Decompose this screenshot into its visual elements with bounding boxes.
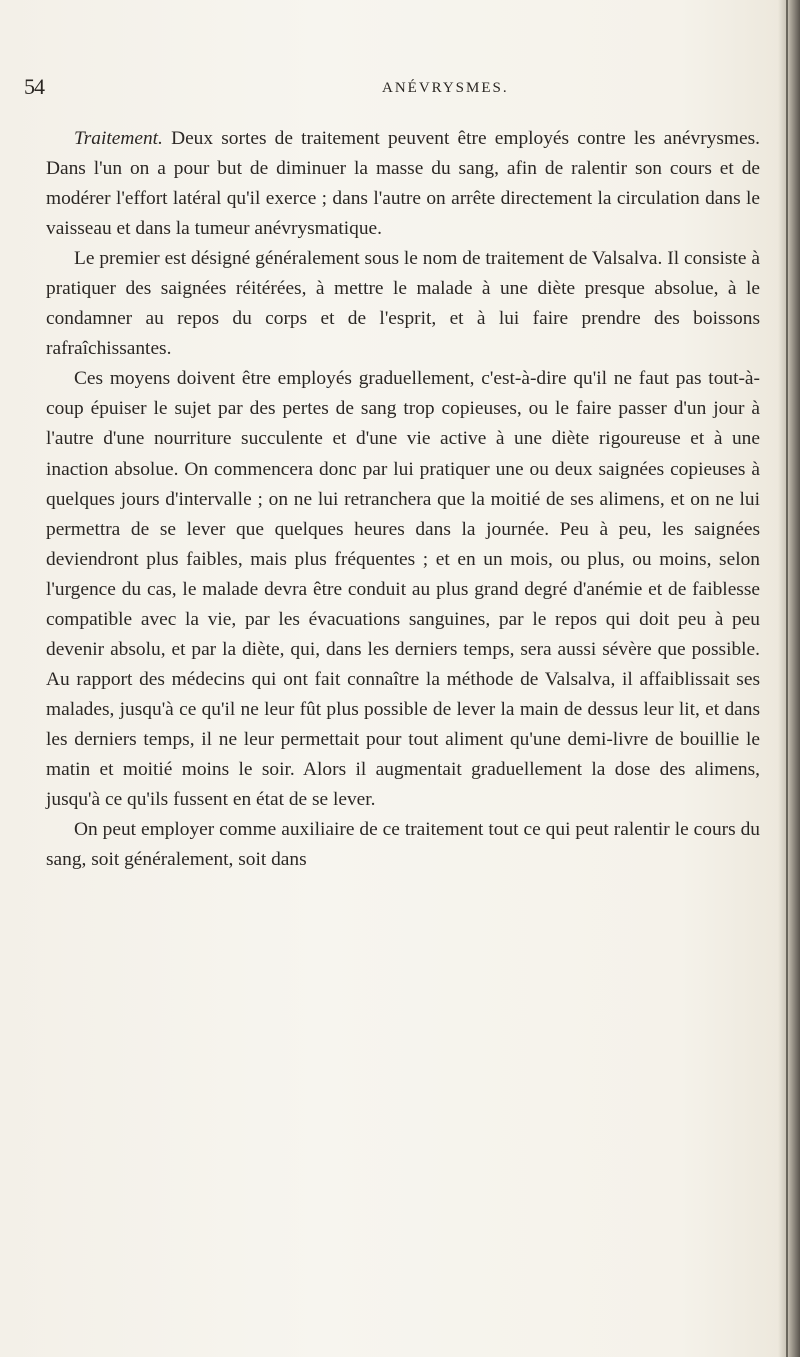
paragraph-2: Le premier est désigné généralement sous le nom de traitement de Valsalva. Il consiste à pratiquer des saignées réitérées, à mettre le malade à une diète presque absolue, à le condamner au repos du corps et de l'esprit, et à lui faire prendre des boissons rafraîchissantes. (46, 248, 760, 360)
paragraph-3: Ces moyens doivent être employés graduellement, c'est-à-dire qu'il ne faut pas tout-à-coup épuiser le sujet par des pertes de sang trop copieuses, ou le faire passer d'un jour à l'autre d'une nourriture succulente et d'une vie active à une diète rigoureuse et à une inaction absolue. On commencera donc par lui pratiquer une ou deux saignées copieuses à quelques jours d'intervalle ; on ne lui retranchera que la moitié de ses alimens, et on ne lui permettra de se lever que quelques heures dans la journée. Peu à peu, les saignées deviendront plus faibles, mais plus fréquentes ; et en un mois, ou plus, ou moins, selon l'urgence du cas, le malade devra être conduit au plus grand degré d'anémie et de faiblesse compatible avec la vie, par les évacuations sanguines, par le repos qui doit peu à peu devenir absolu, et par la diète, qui, dans les derniers temps, sera aussi sévère que possible. Au rapport des médecins qui ont fait connaître la méthode de Valsalva, il affaiblissait ses malades, jusqu'à ce qu'il ne leur fût plus possible de lever la main de dessus leur lit, et dans les derniers temps, il ne leur permettait pour tout aliment qu'une demi-livre de bouillie le matin et moitié moins le soir. Alors il augmentait graduellement la dose des alimens, jusqu'à ce qu'ils fussent en état de se lever. (46, 368, 760, 811)
section-title: Traitement. (74, 128, 163, 149)
paragraph-4: On peut employer comme auxiliaire de ce traitement tout ce qui peut ralentir le cours du sang, soit généralement, soit dans (46, 819, 760, 871)
running-title: ANÉVRYSMES. (382, 80, 509, 96)
page-number: 54 (24, 74, 44, 99)
body-text (46, 124, 760, 875)
paragraph-1 (46, 124, 760, 244)
running-head (0, 74, 780, 104)
paragraph-1-text: Deux sortes de traitement peuvent être employés contre les anévrysmes. Dans l'un on a pour but de diminuer la masse du sang, afin de ralentir son cours et de modérer l'effort latéral qu'il exerce ; dans l'autre on arrête directement la circulation dans le vaisseau et dans la tumeur anévrysmatique. (46, 128, 760, 240)
page-edge-line (786, 0, 788, 1357)
page-binding-edge (778, 0, 800, 1357)
